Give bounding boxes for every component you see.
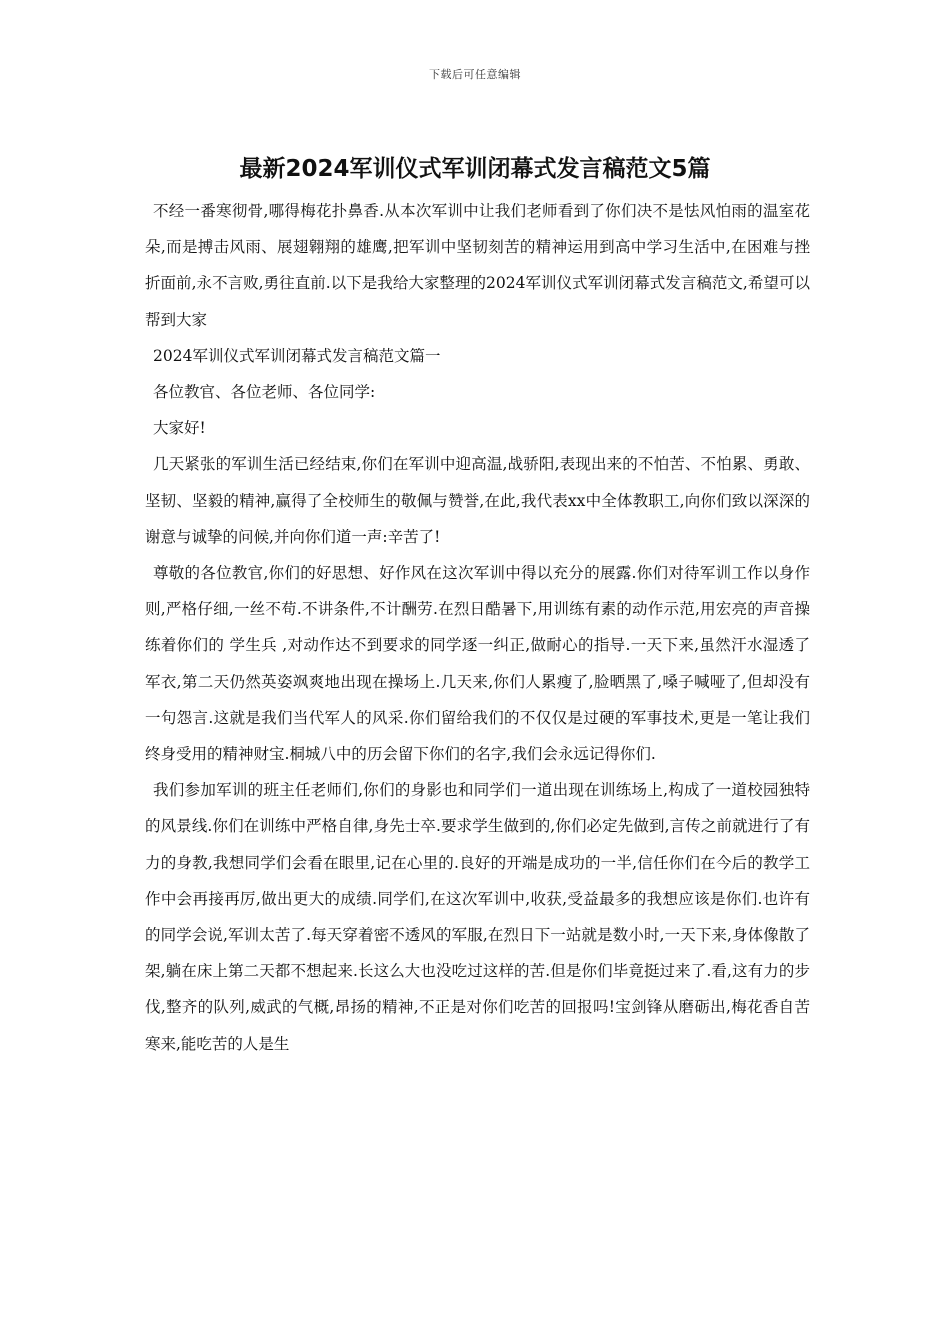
body-paragraph: 我们参加军训的班主任老师们,你们的身影也和同学们一道出现在训练场上,构成了一道校园独特的风景线.你们在训练中严格自律,身先士卒.要求学生做到的,你们必定先做到,言传之前就进行了有力的身教,我想同学们会看在眼里,记在心里的.良好的开端是成功的一半,信任你们在今后的教学工作中会再接再厉,做出更大的成绩.同学们,在这次军训中,收获,受益最多的我想应该是你们.也许有的同学会说,军训太苦了.每天穿着密不透风的军服,在烈日下一站就是数小时,一天下来,身体像散了架,躺在床上第二天都不想起来.长这么大也没吃过这样的苦.但是你们毕竟挺过来了.看,这有力的步伐,整齐的队列,威武的气概,昂扬的精神,不正是对你们吃苦的回报吗!宝剑锋从磨砺出,梅花香自苦寒来,能吃苦的人是生 — [145, 781, 810, 1053]
greeting: 大家好! — [153, 419, 206, 438]
intro-paragraph: 不经一番寒彻骨,哪得梅花扑鼻香.从本次军训中让我们老师看到了你们决不是怯风怕雨的温室花朵,而是搏击风雨、展翅翱翔的雄鹰,把军训中坚韧刻苦的精神运用到高中学习生活中,在困难与挫折面前,永不言败,勇往直前.以下是我给大家整理的2024军训仪式军训闭幕式发言稿范文,希望可以帮到大家 — [145, 202, 810, 329]
body-paragraph: 几天紧张的军训生活已经结束,你们在军训中迎高温,战骄阳,表现出来的不怕苦、不怕累、勇敢、坚韧、坚毅的精神,赢得了全校师生的敬佩与赞誉,在此,我代表xx中全体教职工,向你们致以深深的谢意与诚挚的问候,并向你们道一声:辛苦了! — [145, 455, 810, 546]
salutation: 各位教官、各位老师、各位同学: — [153, 383, 376, 402]
document-title: 最新2024军训仪式军训闭幕式发言稿范文5篇 — [239, 156, 711, 182]
page-header-note: 下载后可任意编辑 — [429, 68, 521, 81]
document-body — [145, 193, 810, 1062]
section-heading: 2024军训仪式军训闭幕式发言稿范文篇一 — [153, 346, 441, 365]
body-paragraph: 尊敬的各位教官,你们的好思想、好作风在这次军训中得以充分的展露.你们对待军训工作以身作则,严格仔细,一丝不苟.不讲条件,不计酬劳.在烈日酷暑下,用训练有素的动作示范,用宏亮的声音操练着你们的 学生兵 ,对动作达不到要求的同学逐一纠正,做耐心的指导.一天下来,虽然汗水湿透了军衣,第二天仍然英姿飒爽地出现在操场上.几天来,你们人累瘦了,脸晒黑了,嗓子喊哑了,但却没有一句怨言.这就是我们当代军人的风采.你们留给我们的不仅仅是过硬的军事技术,更是一笔让我们终身受用的精神财宝.桐城八中的历会留下你们的名字,我们会永远记得你们. — [145, 564, 810, 764]
